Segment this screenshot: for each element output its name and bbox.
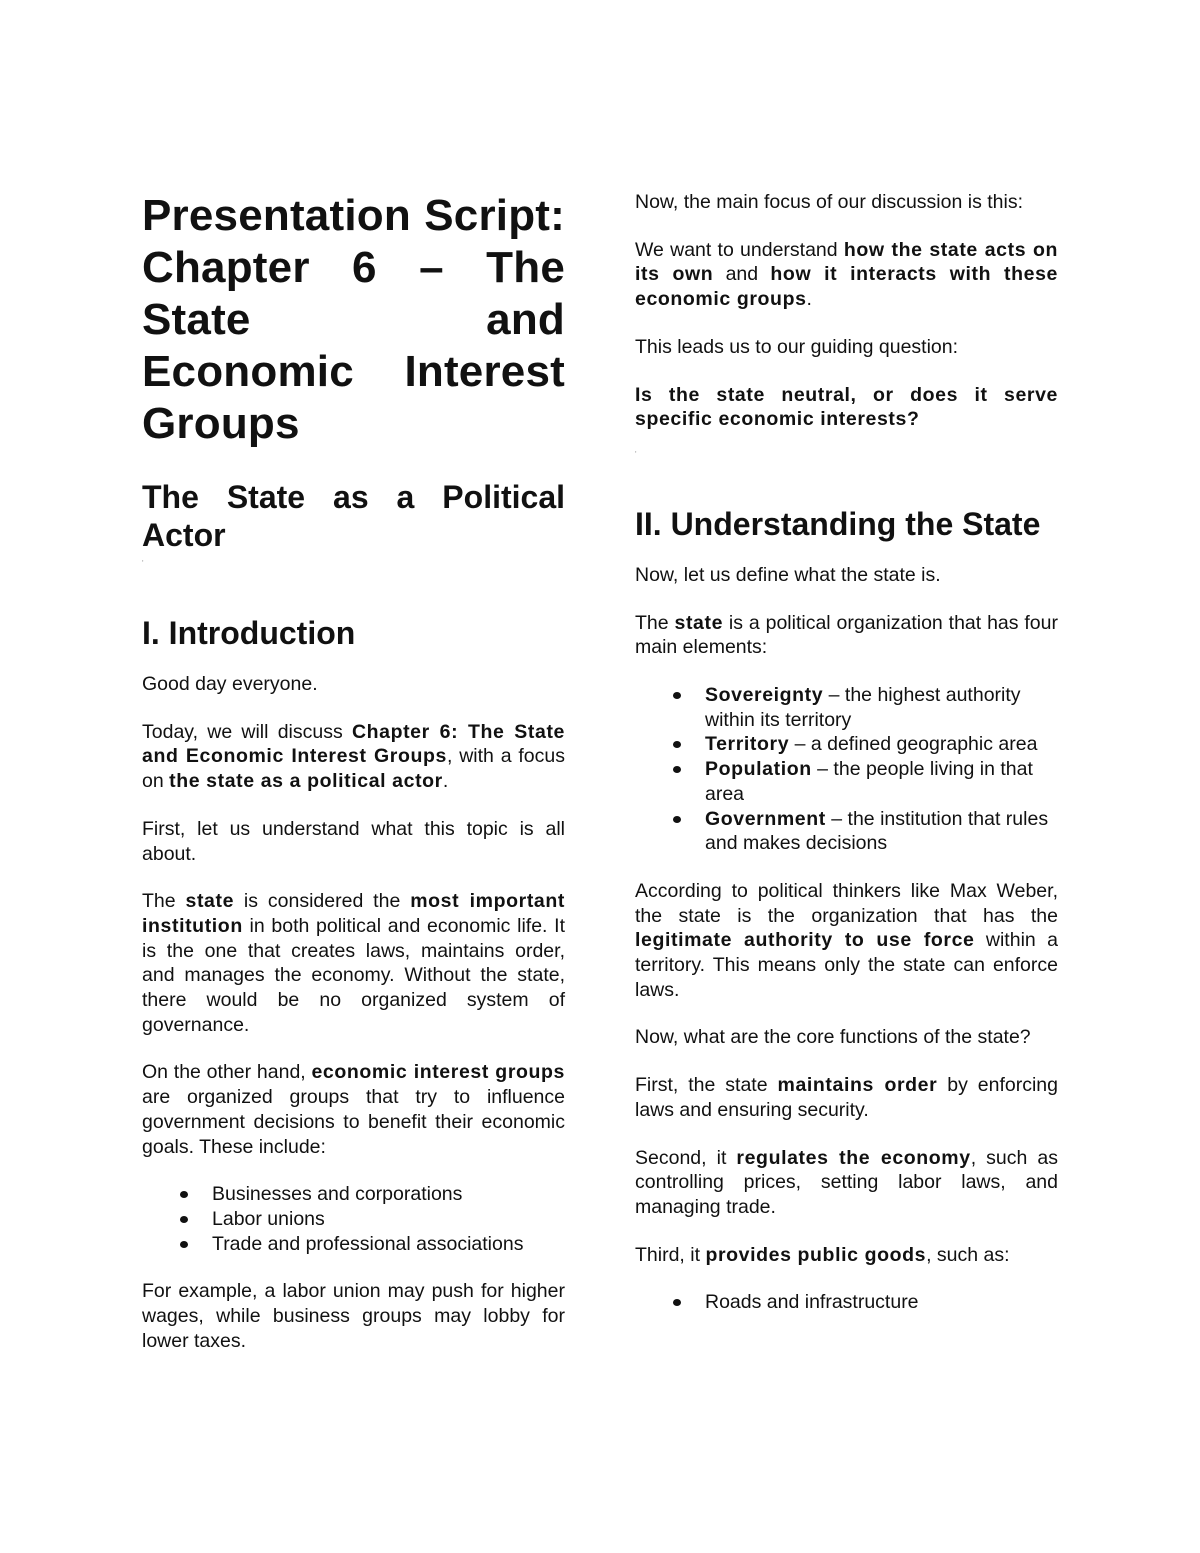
paragraph-state-importance: The state is considered the most important institution in both political and economic life. It is the one that creates laws, maintains order, and manages the economy. Without the state, there would be no organized system of governance. [142, 890, 565, 1036]
section-heading-introduction: I. Introduction [142, 615, 356, 651]
bold-focus: the state as a political actor [169, 770, 443, 793]
bold-economic-interest-groups: economic interest groups [311, 1061, 565, 1084]
paragraph-weber: According to political thinkers like Max Weber, the state is the organization that has the legitimate authority to use force within a territory. This means only the state can enforce laws. [635, 879, 1058, 1001]
paragraph-guiding-question [635, 383, 1058, 432]
paragraph-main-focus: Now, the main focus of our discussion is this: [635, 191, 1024, 213]
paragraph-guiding-lead: This leads us to our guiding question: [635, 335, 959, 358]
bold-state-acts: how the state acts on its own [635, 238, 1058, 286]
right-column [635, 190, 1058, 1338]
bold-maintains-order: maintains order [777, 1074, 938, 1097]
list-item: Population – the people living in that area [705, 757, 1058, 806]
list-item: Trade and professional associations [212, 1232, 565, 1257]
list-item: Roads and infrastructure [705, 1290, 1058, 1315]
stray-mark: ' [635, 449, 637, 459]
bold-public-goods: provides public goods [705, 1243, 927, 1266]
paragraph-understand: First, let us understand what this topic is all about. [142, 817, 565, 865]
paragraph-third-function: Third, it provides public goods, such as: [635, 1243, 1010, 1266]
bold-most-important: most important institution [142, 890, 565, 937]
section-heading-understanding-state: II. Understanding the State [635, 505, 1041, 542]
list-item: Government – the institution that rules and makes decisions [705, 807, 1058, 856]
left-column [142, 190, 565, 1376]
public-goods-list [635, 1290, 1058, 1315]
interest-groups-list [142, 1182, 565, 1256]
document-title: Presentation Script: Chapter 6 – The State and Economic Interest Groups [142, 191, 565, 448]
paragraph-example: For example, a labor union may push for higher wages, while business groups may lobby for lower taxes. [142, 1280, 565, 1352]
bold-state-interacts: how it interacts with these economic groups [635, 263, 1058, 311]
state-elements-list [635, 683, 1058, 856]
list-item: Businesses and corporations [212, 1182, 565, 1207]
paragraph-interest-groups: On the other hand, economic interest groups are organized groups that try to influence government decisions to benefit their economic goals. These include: [142, 1061, 565, 1158]
list-item: Labor unions [212, 1207, 565, 1232]
paragraph-first-function: First, the state maintains order by enforcing laws and ensuring security. [635, 1074, 1058, 1121]
paragraph-state-elements: The state is a political organization that has four main elements: [635, 611, 1058, 659]
bold-state: state [185, 890, 235, 913]
document-subtitle: The State as a Political Actor [142, 479, 565, 553]
bold-regulates-economy: regulates the economy [736, 1146, 971, 1169]
paragraph-define-state: Now, let us define what the state is. [635, 563, 941, 586]
paragraph-second-function: Second, it regulates the economy, such as controlling prices, setting labor laws, and managing trade. [635, 1146, 1059, 1218]
list-item: Sovereignty – the highest authority within its territory [705, 683, 1058, 732]
bold-legitimate-authority: legitimate authority to use force [635, 929, 975, 952]
bold-chapter-title: Chapter 6: The State and Economic Interest Groups [142, 720, 565, 768]
paragraph-topic: Today, we will discuss Chapter 6: The State and Economic Interest Groups, with a focus on the state as a political actor. [142, 720, 565, 793]
paragraph-core-functions: Now, what are the core functions of the state? [635, 1026, 1031, 1049]
stray-mark: ' [142, 559, 144, 568]
paragraph-understand-state: We want to understand how the state acts on its own and how it interacts with these economic groups. [635, 238, 1058, 311]
list-item: Territory – a defined geographic area [705, 732, 1058, 757]
bold-state: state [674, 611, 724, 634]
paragraph-greeting: Good day everyone. [142, 673, 318, 695]
bold-guiding-question: Is the state neutral, or does it serve specific economic interests? [635, 383, 1058, 431]
